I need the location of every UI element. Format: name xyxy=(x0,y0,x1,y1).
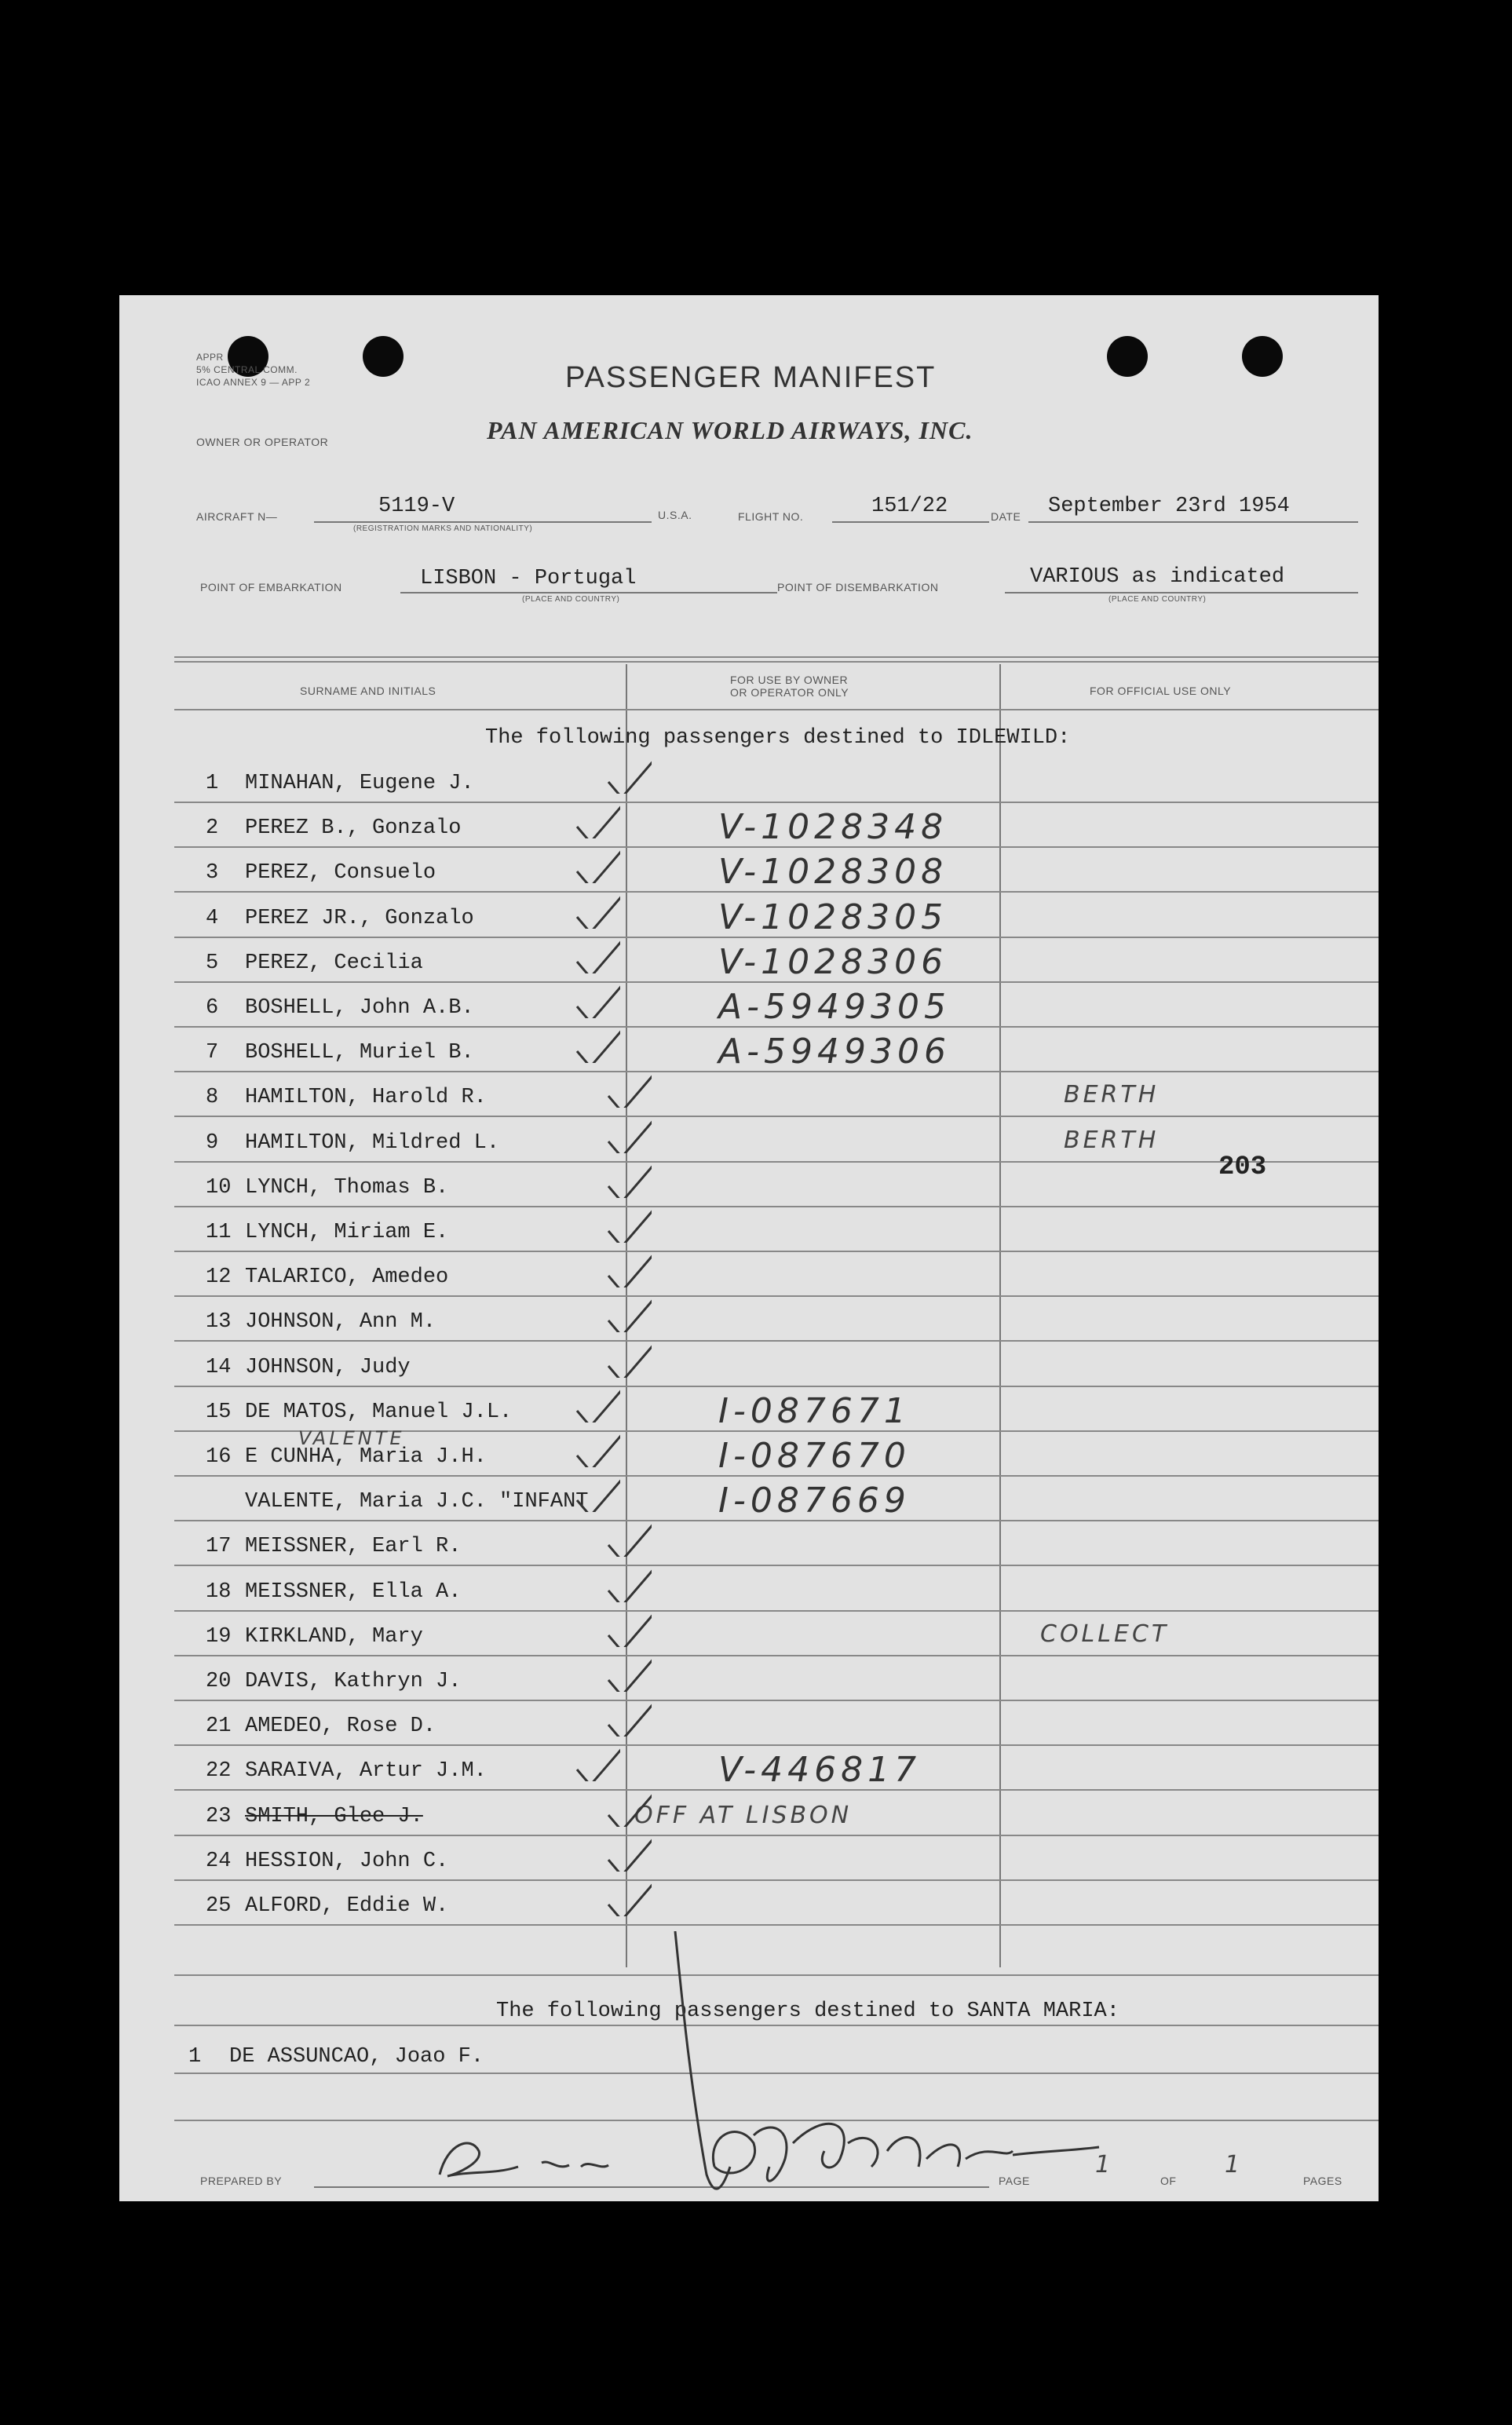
document-number: I-087671 xyxy=(718,1391,911,1431)
check-mark-icon xyxy=(604,1248,652,1287)
passenger-name: LYNCH, Miriam E. xyxy=(245,1221,449,1244)
embark-value: LISBON - Portugal xyxy=(420,567,637,590)
row-number: 15 xyxy=(206,1401,232,1424)
check-mark-icon xyxy=(604,1114,652,1153)
row-number: 14 xyxy=(206,1356,232,1379)
row-number: 4 xyxy=(206,907,219,930)
row-number: 18 xyxy=(206,1580,232,1604)
column-header: OR OPERATOR ONLY xyxy=(730,686,849,699)
signature xyxy=(667,1931,1107,2222)
row-number: 7 xyxy=(206,1041,219,1065)
check-mark-icon xyxy=(604,1068,652,1108)
passenger-name: HAMILTON, Harold R. xyxy=(245,1086,487,1109)
passenger-name: HESSION, John C. xyxy=(245,1850,449,1873)
row-number: 13 xyxy=(206,1310,232,1334)
table-rule xyxy=(174,1879,1379,1881)
table-rule xyxy=(174,1206,1379,1207)
section-heading: The following passengers destined to IDLEWILD: xyxy=(485,726,1071,750)
check-mark-icon xyxy=(604,1159,652,1198)
of-label: OF xyxy=(1160,2175,1177,2187)
row-number: 24 xyxy=(206,1850,232,1873)
date-underline xyxy=(1028,521,1358,523)
row-number: 23 xyxy=(206,1805,232,1828)
check-mark-icon xyxy=(573,799,620,838)
column-header: SURNAME AND INITIALS xyxy=(300,685,436,697)
passenger-name: BOSHELL, John A.B. xyxy=(245,996,474,1020)
passenger-name: LYNCH, Thomas B. xyxy=(245,1176,449,1200)
row-number: 3 xyxy=(206,861,219,885)
table-rule xyxy=(174,1700,1379,1701)
page-label: PAGE xyxy=(999,2175,1030,2187)
document-number: V-446817 xyxy=(718,1750,922,1790)
embark-underline xyxy=(400,592,777,593)
row-number: 22 xyxy=(206,1759,232,1783)
punch-hole-icon xyxy=(1242,336,1283,377)
passenger-name: PEREZ B., Gonzalo xyxy=(245,816,462,840)
check-mark-icon xyxy=(604,1788,652,1827)
check-mark-icon xyxy=(604,1877,652,1916)
approval-line: APPR xyxy=(196,352,224,363)
embark-label: POINT OF EMBARKATION xyxy=(200,581,342,593)
passenger-name: SARAIVA, Artur J.M. xyxy=(245,1759,487,1783)
check-mark-icon xyxy=(604,1697,652,1737)
section-heading: The following passengers destined to SANTA MARIA: xyxy=(496,2000,1119,2023)
official-note: BERTH xyxy=(1064,1081,1160,1108)
official-note: COLLECT xyxy=(1040,1620,1170,1648)
column-divider xyxy=(999,664,1001,1967)
aircraft-label: AIRCRAFT N— xyxy=(196,510,278,523)
row-number: 20 xyxy=(206,1670,232,1693)
row-number: 9 xyxy=(206,1131,219,1155)
passenger-name: PEREZ JR., Gonzalo xyxy=(245,907,474,930)
table-rule xyxy=(174,1655,1379,1656)
check-mark-icon xyxy=(573,979,620,1018)
row-number: 21 xyxy=(206,1715,232,1738)
disembark-sublabel: (PLACE AND COUNTRY) xyxy=(1108,595,1207,604)
check-mark-icon xyxy=(573,1024,620,1063)
row-number: 12 xyxy=(206,1265,232,1289)
date-label: DATE xyxy=(991,510,1021,523)
check-mark-icon xyxy=(604,1832,652,1872)
passenger-name: VALENTE, Maria J.C. "INFANT xyxy=(245,1490,589,1514)
signature-initial xyxy=(424,2127,612,2190)
row-number: 25 xyxy=(206,1894,232,1918)
flight-label: FLIGHT NO. xyxy=(738,510,804,523)
row-number: 8 xyxy=(206,1086,219,1109)
table-rule xyxy=(174,1565,1379,1566)
check-mark-icon xyxy=(573,1383,620,1422)
check-mark-icon xyxy=(604,754,652,794)
row-number: 17 xyxy=(206,1535,232,1558)
table-rule xyxy=(174,1610,1379,1612)
check-mark-icon xyxy=(573,934,620,973)
document-number: V-1028308 xyxy=(718,852,948,892)
check-mark-icon xyxy=(573,1428,620,1467)
row-number: 1 xyxy=(206,772,219,795)
table-top-rule xyxy=(174,656,1379,658)
table-rule xyxy=(174,1386,1379,1387)
passenger-name: ALFORD, Eddie W. xyxy=(245,1894,449,1918)
passenger-name: MEISSNER, Ella A. xyxy=(245,1580,462,1604)
table-rule xyxy=(174,1340,1379,1342)
document-number: V-1028306 xyxy=(718,942,948,982)
pages-label: PAGES xyxy=(1303,2175,1342,2187)
check-mark-icon xyxy=(604,1653,652,1692)
aircraft-value: 5119-V xyxy=(378,495,455,518)
passenger-name: HAMILTON, Mildred L. xyxy=(245,1131,500,1155)
table-rule xyxy=(174,1924,1379,1926)
passenger-name: MINAHAN, Eugene J. xyxy=(245,772,474,795)
passenger-name: TALARICO, Amedeo xyxy=(245,1265,449,1289)
check-mark-icon xyxy=(604,1608,652,1647)
row-number: 5 xyxy=(206,951,219,975)
check-mark-icon xyxy=(604,1203,652,1243)
row-number: 10 xyxy=(206,1176,232,1200)
document-number: V-1028348 xyxy=(718,807,948,847)
punch-hole-icon xyxy=(363,336,404,377)
row-number: 1 xyxy=(188,2045,202,2069)
approval-line: 5% CENTRAL COMM. xyxy=(196,364,298,375)
document-number: A-5949305 xyxy=(718,987,951,1027)
disembark-value: VARIOUS as indicated xyxy=(1030,565,1285,589)
disembark-underline xyxy=(1005,592,1358,593)
header-rule xyxy=(174,709,1379,710)
passenger-name: SMITH, Glee J. xyxy=(245,1805,423,1828)
check-mark-icon xyxy=(604,1563,652,1602)
table-top-rule xyxy=(174,661,1379,663)
passenger-name: DE MATOS, Manuel J.L. xyxy=(245,1401,513,1424)
document-number: V-1028305 xyxy=(718,897,948,937)
aircraft-underline xyxy=(314,521,652,523)
passenger-name: JOHNSON, Ann M. xyxy=(245,1310,436,1334)
table-rule xyxy=(174,1161,1379,1163)
document-number: I-087670 xyxy=(718,1436,911,1476)
official-note: BERTH xyxy=(1064,1127,1160,1154)
aircraft-sublabel: (REGISTRATION MARKS AND NATIONALITY) xyxy=(353,524,533,533)
page-title: PASSENGER MANIFEST xyxy=(565,361,937,394)
passenger-name: E CUNHA, Maria J.H. xyxy=(245,1445,487,1469)
passenger-name: JOHNSON, Judy xyxy=(245,1356,411,1379)
punch-hole-icon xyxy=(1107,336,1148,377)
column-header: FOR OFFICIAL USE ONLY xyxy=(1090,685,1232,697)
document-number: A-5949306 xyxy=(718,1032,951,1072)
passenger-name: BOSHELL, Muriel B. xyxy=(245,1041,474,1065)
table-rule xyxy=(174,802,1379,803)
disembark-label: POINT OF DISEMBARKATION xyxy=(777,581,939,593)
flight-value: 151/22 xyxy=(871,495,948,518)
flight-underline xyxy=(832,521,989,523)
document-number: OFF AT LISBON xyxy=(634,1802,853,1829)
column-header: FOR USE BY OWNER xyxy=(730,674,849,686)
passenger-name: PEREZ, Consuelo xyxy=(245,861,436,885)
check-mark-icon xyxy=(573,889,620,929)
table-rule xyxy=(174,1295,1379,1297)
passenger-name: DAVIS, Kathryn J. xyxy=(245,1670,462,1693)
document-number: I-087669 xyxy=(718,1481,911,1521)
of-value: 1 xyxy=(1225,2151,1244,2178)
embark-sublabel: (PLACE AND COUNTRY) xyxy=(522,595,620,604)
passenger-name: KIRKLAND, Mary xyxy=(245,1625,423,1649)
check-mark-icon xyxy=(604,1293,652,1332)
table-rule xyxy=(174,1116,1379,1117)
table-rule xyxy=(174,1251,1379,1252)
check-mark-icon xyxy=(604,1517,652,1557)
passenger-name: PEREZ, Cecilia xyxy=(245,951,423,975)
prepared-label: PREPARED BY xyxy=(200,2175,283,2187)
usa-label: U.S.A. xyxy=(658,509,692,521)
owner-label: OWNER OR OPERATOR xyxy=(196,436,329,448)
passenger-name: MEISSNER, Earl R. xyxy=(245,1535,462,1558)
stamp-number: 203 xyxy=(1218,1152,1267,1182)
row-number: 19 xyxy=(206,1625,232,1649)
check-mark-icon xyxy=(604,1338,652,1378)
approval-line: ICAO ANNEX 9 — APP 2 xyxy=(196,377,311,388)
table-rule xyxy=(174,1744,1379,1746)
row-number: 6 xyxy=(206,996,219,1020)
check-mark-icon xyxy=(573,1742,620,1781)
passenger-name: DE ASSUNCAO, Joao F. xyxy=(229,2045,484,2069)
passenger-name: AMEDEO, Rose D. xyxy=(245,1715,436,1738)
date-value: September 23rd 1954 xyxy=(1048,495,1290,518)
check-mark-icon xyxy=(573,844,620,883)
airline-name: PAN AMERICAN WORLD AIRWAYS, INC. xyxy=(487,416,973,444)
row-number: 11 xyxy=(206,1221,232,1244)
page-value: 1 xyxy=(1095,2151,1114,2178)
check-mark-icon xyxy=(573,1473,620,1512)
table-rule xyxy=(174,1835,1379,1836)
valente-annotation: VALENTE xyxy=(298,1427,405,1449)
row-number: 16 xyxy=(206,1445,232,1469)
row-number: 2 xyxy=(206,816,219,840)
